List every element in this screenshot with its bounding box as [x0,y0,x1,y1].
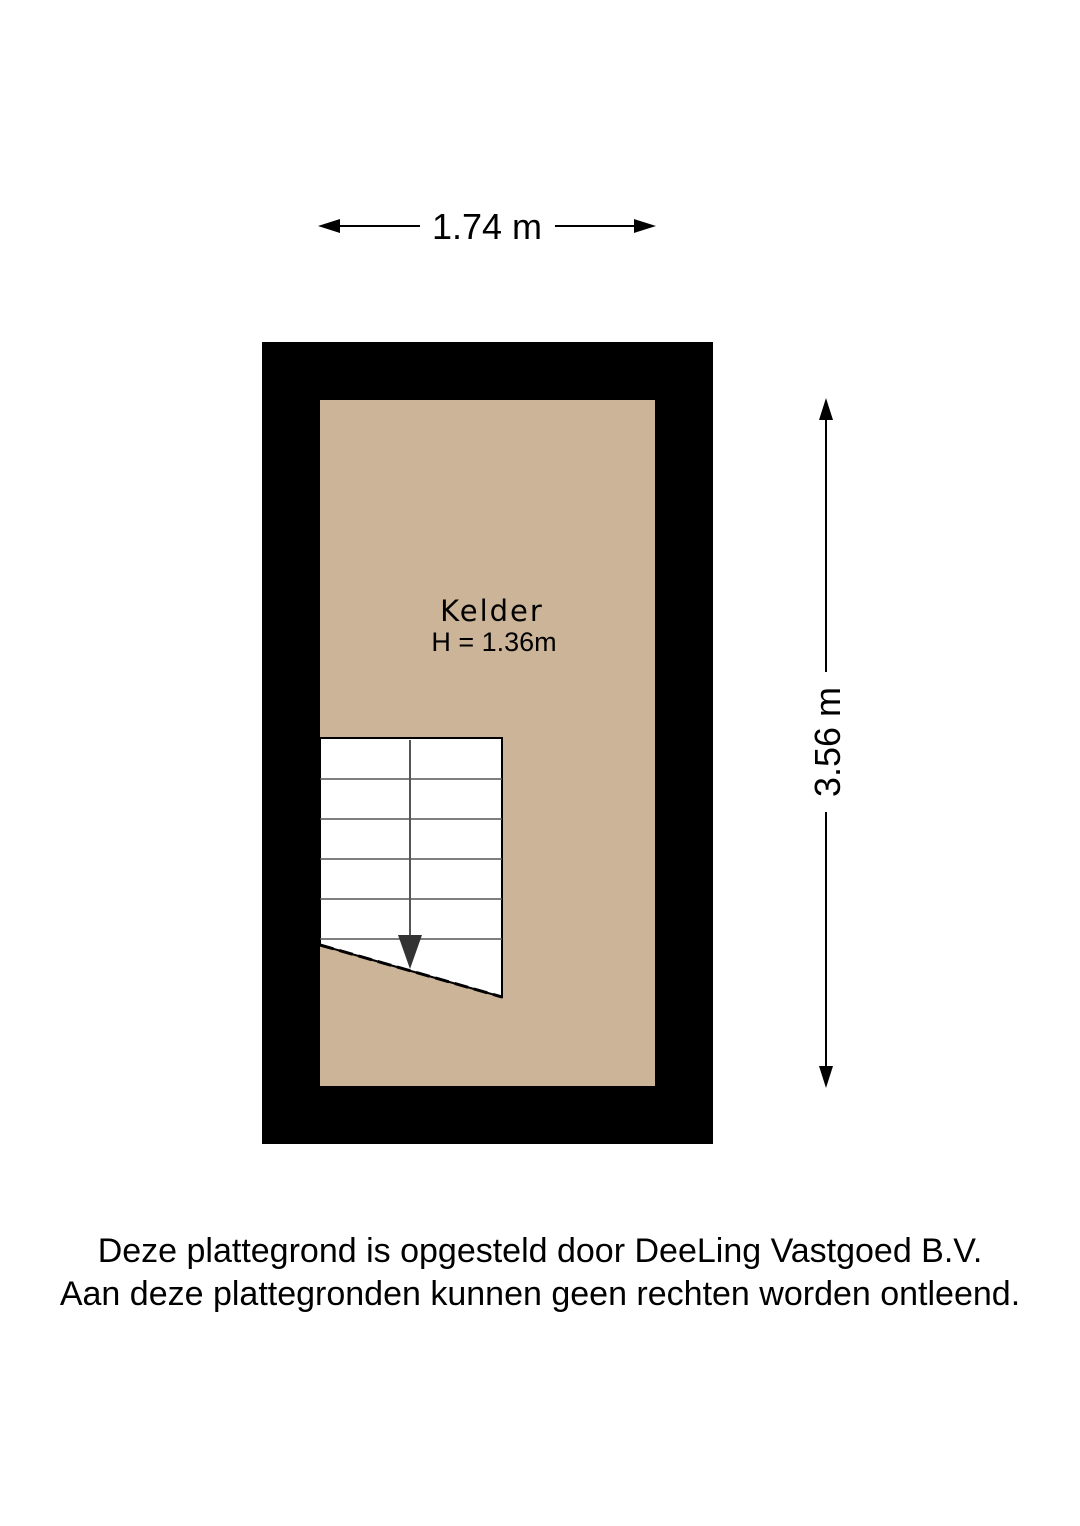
depth-dimension-label: 3.56 m [807,686,848,798]
width-dimension-label: 1.74 m [431,206,543,247]
arrow-right-icon [634,219,656,233]
disclaimer [0,1230,1080,1316]
room-name: Kelder [440,594,544,628]
arrow-up-icon [819,398,833,420]
arrow-left-icon [318,219,340,233]
depth-dimension [807,398,848,1088]
arrow-down-icon [819,1066,833,1088]
width-dimension [318,206,656,247]
disclaimer-line-2: Aan deze plattegronden kunnen geen rechten worden ontleend. [59,1275,1021,1313]
room-height: H = 1.36m [431,627,557,657]
disclaimer-line-1: Deze plattegrond is opgesteld door DeeLing Vastgoed B.V. [97,1232,983,1270]
